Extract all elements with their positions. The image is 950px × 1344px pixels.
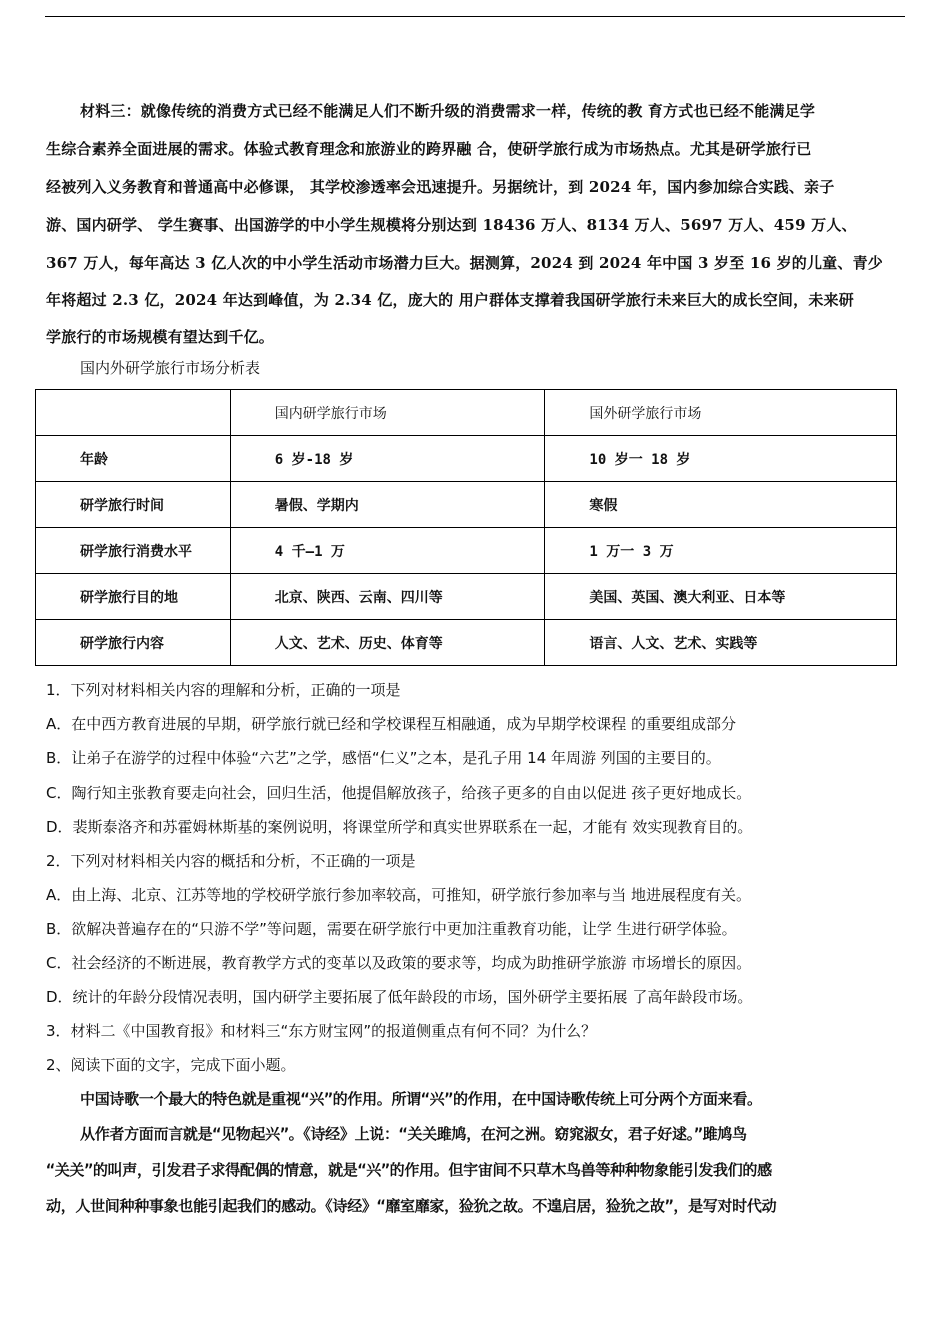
top-rule: [45, 16, 905, 17]
material-line: 367 万人，每年高达 3 亿人次的中小学生活动市场潜力巨大。据测算，2024 到 2024 年中国 3 岁至 16 岁的儿童、青少: [46, 254, 883, 272]
table-header-cell: 国内研学旅行市场: [230, 390, 545, 436]
answer-option: C．社会经济的不断进展，教育教学方式的变革以及政策的要求等，均成为助推研学旅游 市场增长的原因。: [46, 954, 752, 972]
answer-option: D．裴斯泰洛齐和苏霍姆林斯基的案例说明，将课堂所学和真实世界联系在一起，才能有 效实现教育目的。: [46, 818, 753, 836]
passage-line: 中国诗歌一个最大的特色就是重视“兴”的作用。所谓“兴”的作用，在中国诗歌传统上可分两个方面来看。: [80, 1090, 762, 1108]
table-caption: 国内外研学旅行市场分析表: [80, 359, 261, 377]
passage-line: 动，人世间种种事象也能引起我们的感动。《诗经》“靡室靡家，猃狁之故。不遑启居，猃狁之故”，是写对时代动: [46, 1197, 777, 1215]
table-cell: 研学旅行时间: [36, 482, 231, 528]
section-heading: 2、阅读下面的文字，完成下面小题。: [46, 1056, 296, 1074]
passage-line: “关关”的叫声，引发君子求得配偶的情意，就是“兴”的作用。但宇宙间不只草木鸟兽等种种物象能引发我们的感: [46, 1161, 772, 1179]
table-row: [36, 482, 897, 528]
question-stem: 1．下列对材料相关内容的理解和分析，正确的一项是: [46, 681, 401, 699]
table-cell: 研学旅行消费水平: [36, 528, 231, 574]
table-cell: 10 岁一 18 岁: [545, 436, 897, 482]
table-row: [36, 528, 897, 574]
table-cell: 北京、陕西、云南、四川等: [230, 574, 545, 620]
material-line: 经被列入义务教育和普通高中必修课， 其学校渗透率会迅速提升。另据统计，到 2024 年，国内参加综合实践、亲子: [46, 178, 835, 196]
answer-option: B．欲解决普遍存在的“只游不学”等问题，需要在研学旅行中更加注重教育功能，让学 生进行研学体验。: [46, 920, 737, 938]
material-line: 学旅行的市场规模有望达到千亿。: [46, 328, 275, 346]
passage-line: 从作者方面而言就是“见物起兴”。《诗经》上说：“关关雎鸠，在河之洲。窈窕淑女，君子好逑。”雎鸠鸟: [80, 1125, 747, 1143]
material-line: 生综合素养全面进展的需求。体验式教育理念和旅游业的跨界融 合，使研学旅行成为市场热点。尤其是研学旅行已: [46, 140, 812, 158]
table-cell: 研学旅行内容: [36, 620, 231, 666]
answer-option: A．在中西方教育进展的早期，研学旅行就已经和学校课程互相融通，成为早期学校课程 的重要组成部分: [46, 715, 737, 733]
table-header-cell: [36, 390, 231, 436]
market-analysis-table: [35, 389, 897, 666]
table-cell: 4 千—1 万: [230, 528, 545, 574]
table-cell: 语言、人文、艺术、实践等: [545, 620, 897, 666]
answer-option: A．由上海、北京、江苏等地的学校研学旅行参加率较高，可推知，研学旅行参加率与当 地进展程度有关。: [46, 886, 752, 904]
question-stem: 3．材料二《中国教育报》和材料三“东方财宝网”的报道侧重点有何不同？为什么？: [46, 1022, 597, 1040]
table-cell: 1 万一 3 万: [545, 528, 897, 574]
table-row: [36, 436, 897, 482]
table-cell: 研学旅行目的地: [36, 574, 231, 620]
table-cell: 寒假: [545, 482, 897, 528]
table-header-cell: 国外研学旅行市场: [545, 390, 897, 436]
question-stem: 2．下列对材料相关内容的概括和分析，不正确的一项是: [46, 852, 416, 870]
material-line: 游、国内研学、 学生赛事、出国游学的中小学生规模将分别达到 18436 万人、8134 万人、5697 万人、459 万人、: [46, 216, 857, 234]
material-line: 年将超过 2.3 亿，2024 年达到峰值，为 2.34 亿，庞大的 用户群体支撑着我国研学旅行未来巨大的成长空间，未来研: [46, 291, 854, 309]
table-cell: 人文、艺术、历史、体育等: [230, 620, 545, 666]
table-cell: 6 岁-18 岁: [230, 436, 545, 482]
answer-option: D．统计的年龄分段情况表明，国内研学主要拓展了低年龄段的市场，国外研学主要拓展 了高年龄段市场。: [46, 988, 753, 1006]
table-header-row: [36, 390, 897, 436]
answer-option: B．让弟子在游学的过程中体验“六艺”之学，感悟“仁义”之本，是孔子用 14 年周游 列国的主要目的。: [46, 749, 721, 767]
table-cell: 年龄: [36, 436, 231, 482]
answer-option: C．陶行知主张教育要走向社会，回归生活，他提倡解放孩子，给孩子更多的自由以促进 孩子更好地成长。: [46, 784, 752, 802]
table-row: [36, 574, 897, 620]
table-cell: 暑假、学期内: [230, 482, 545, 528]
table-row: [36, 620, 897, 666]
table-cell: 美国、英国、澳大利亚、日本等: [545, 574, 897, 620]
material-line: 材料三：就像传统的消费方式已经不能满足人们不断升级的消费需求一样，传统的教 育方式也已经不能满足学: [80, 102, 816, 120]
